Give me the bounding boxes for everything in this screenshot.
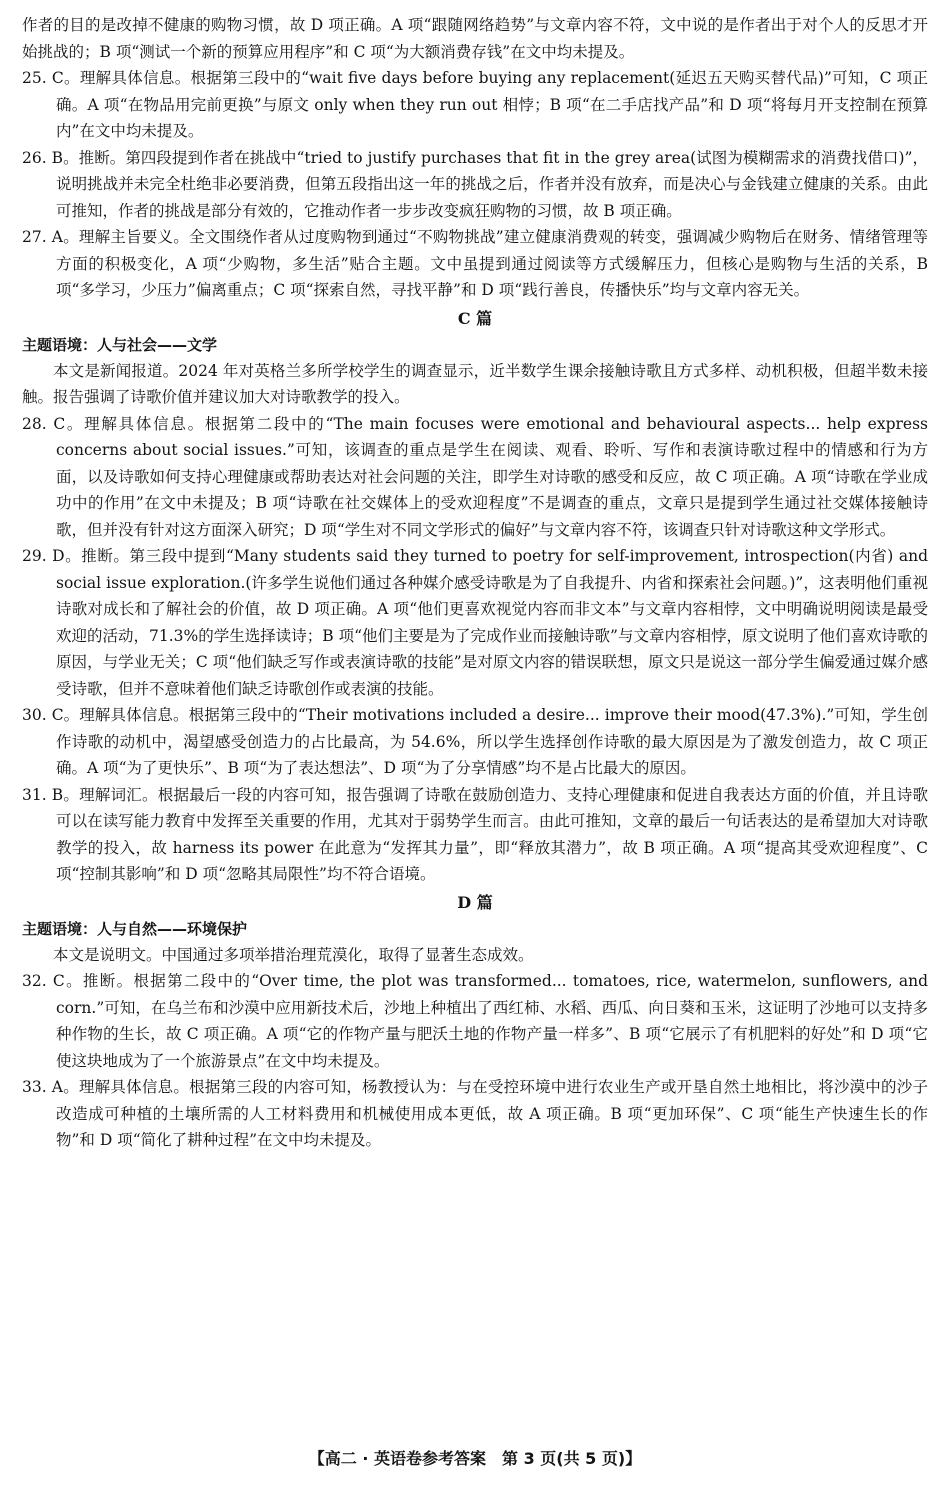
section-d-title: D 篇 [457,892,493,912]
answer-item-25: 25. C。理解具体信息。根据第三段中的“wait five days before buying any replacement(延迟五天购买替代品)”可知，C 项正确。A 项“在物品用完前更换”与原文 only when they run out 相悖；B 项“在二手店找产品”和 D 项“将每月开支控制在预算内”在文中均未提及。 [22,69,928,140]
section-c-intro: 本文是新闻报道。2024 年对英格兰多所学校学生的调查显示，近半数学生课余接触诗歌且方式多样、动机积极，但超半数未接触。报告强调了诗歌价值并建议加大对诗歌教学的投入。 [22,361,928,406]
answer-item-28: 28. C。理解具体信息。根据第二段中的“The main focuses were emotional and behavioural aspects... help express concerns about social issues.”可知，该调查的重点是学生在阅读、观看、聆听、写作和表演诗歌过程中的情感和行为方面，以及诗歌如何支持心理健康或帮助表达对社会问题的关注，即学生对诗歌的感受和反应，故 C 项正确。A 项“诗歌在学业成功中的作用”在文中未提及；B 项“诗歌在社交媒体上的受欢迎程度”不是调查的重点，文章只是提到学生通过社交媒体接触诗歌，但并没有针对这方面深入研究；D 项“学生对不同文学形式的偏好”与文章内容不符，该调查只针对诗歌这种文学形式。 [22,414,928,539]
answer-item-31: 31. B。理解词汇。根据最后一段的内容可知，报告强调了诗歌在鼓励创造力、支持心理健康和促进自我表达方面的价值，并且诗歌可以在读写能力教育中发挥至关重要的作用，尤其对于弱势学生而言。由此可推知，文章的最后一句话表达的是希望加大对诗歌教学的投入，故 harness its power 在此意为“发挥其力量”，即“释放其潜力”，故 B 项正确。A 项“提高其受欢迎程度”、C 项“控制其影响”和 D 项“忽略其局限性”均不符合语境。 [22,785,928,883]
answer-item-29: 29. D。推断。第三段中提到“Many students said they turned to poetry for self-improvement, introspection(内省) and social issue exploration.(许多学生说他们通过各种媒介感受诗歌是为了自我提升、内省和探索社会问题。)”，这表明他们重视诗歌对成长和了解社会的价值，故 D 项正确。A 项“他们更喜欢视觉内容而非文本”与文章内容相悖，文中明确说明阅读是最受欢迎的活动，71.3%的学生选择读诗；B 项“他们主要是为了完成作业而接触诗歌”与文章内容相悖，原文说明了他们喜欢诗歌的原因，与学业无关；C 项“他们缺乏写作或表演诗歌的技能”是对原文内容的错误联想，原文只是说这一部分学生偏爱通过媒介感受诗歌，但并不意味着他们缺乏诗歌创作或表演的技能。 [22,547,928,698]
section-d-intro: 本文是说明文。中国通过多项举措治理荒漠化，取得了显著生态成效。 [53,945,534,964]
page-footer: 【高二 · 英语卷参考答案 第 3 页(共 5 页)】 [308,1449,642,1468]
answer-item-30: 30. C。理解具体信息。根据第三段中的“Their motivations included a desire... improve their mood(47.3%).”可知，学生创作诗歌的动机中，渴望感受创造力的占比最高，为 54.6%，所以学生选择创作诗歌的最大原因是为了激发创造力，故 C 项正确。A 项“为了更快乐”、B 项“为了表达想法”、D 项“为了分享情感”均不是占比最大的原因。 [22,706,928,777]
section-d-theme: 主题语境：人与自然——环境保护 [22,919,248,938]
section-c-title: C 篇 [457,308,493,328]
section-c-theme: 主题语境：人与社会——文学 [22,335,218,354]
answer-item-33: 33. A。理解具体信息。根据第三段的内容可知，杨教授认为：与在受控环境中进行农业生产或开垦自然土地相比，将沙漠中的沙子改造成可种植的土壤所需的人工材料费用和机械使用成本更低，故 A 项正确。B 项“更加环保”、C 项“能生产快速生长的作物”和 D 项“简化了耕种过程”在文中均未提及。 [22,1078,928,1149]
continued-explanation: 作者的目的是改掉不健康的购物习惯，故 D 项正确。A 项“跟随网络趋势”与文章内容不符，文中说的是作者出于对个人的反思才开始挑战的；B 项“测试一个新的预算应用程序”和 C 项“为大额消费存钱”在文中均未提及。 [22,16,928,61]
answer-item-26: 26. B。推断。第四段提到作者在挑战中“tried to justify purchases that fit in the grey area(试图为模糊需求的消费找借口)”，说明挑战并未完全杜绝非必要消费，但第五段指出这一年的挑战之后，作者并没有放弃，而是决心与金钱建立健康的关系。由此可推知，作者的挑战是部分有效的，它推动作者一步步改变疯狂购物的习惯，故 B 项正确。 [22,148,928,220]
answer-item-32: 32. C。推断。根据第二段中的“Over time, the plot was transformed... tomatoes, rice, watermelon, sunflowers, and corn.”可知，在乌兰布和沙漠中应用新技术后，沙地上种植出了西红柿、水稻、西瓜、向日葵和玉米，这证明了沙地可以支持多种作物的生长，故 C 项正确。A 项“它的作物产量与肥沃土地的作物产量一样多”、B 项“它展示了有机肥料的好处”和 D 项“它使这块地成为了一个旅游景点”在文中均未提及。 [22,972,928,1070]
answer-item-27: 27. A。理解主旨要义。全文围绕作者从过度购物到通过“不购物挑战”建立健康消费观的转变，强调减少购物后在财务、情绪管理等方面的积极变化，A 项“少购物，多生活”贴合主题。文中虽提到通过阅读等方式缓解压力，但核心是购物与生活的关系，B 项“多学习，少压力”偏离重点；C 项“探索自然，寻找平静”和 D 项“践行善良，传播快乐”均与文章内容无关。 [22,228,928,299]
